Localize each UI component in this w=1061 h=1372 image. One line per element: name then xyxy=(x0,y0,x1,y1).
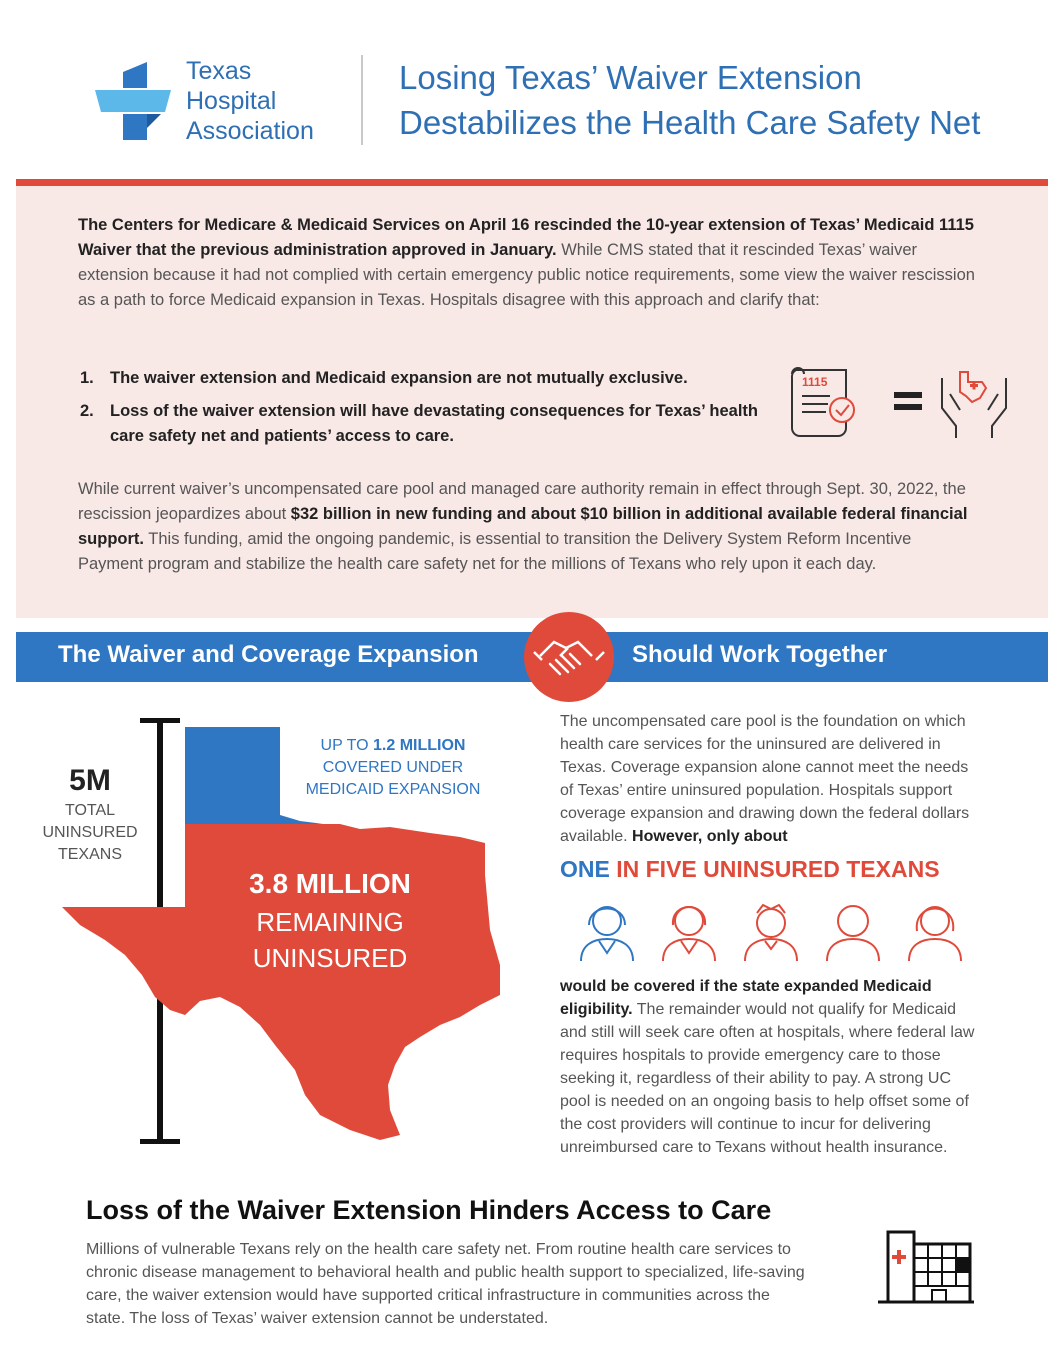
remaining-uninsured-label xyxy=(220,904,440,976)
one-in-five-one: ONE xyxy=(560,856,610,882)
person-icon xyxy=(581,907,633,961)
one-in-five-rest: IN FIVE UNINSURED TEXANS xyxy=(609,856,940,882)
hospital-building-icon xyxy=(876,1226,976,1306)
point-text: The waiver extension and Medicaid expansion are not mutually exclusive. xyxy=(110,369,688,387)
uc-pool-text: The uncompensated care pool is the foundation on which health care services for the uninsured are delivered in Texas. Coverage expansion alone cannot meet the needs of Texas’ entire uninsured population. Hospitals support coverage expansion and drawing down the federal dollars available. xyxy=(560,713,970,845)
waiver-document-icon xyxy=(792,368,854,436)
banner-title-right: Should Work Together xyxy=(632,641,888,668)
uc-pool-bold: However, only about xyxy=(632,828,788,845)
person-icon xyxy=(827,906,879,961)
expansion-prefix: UP TO xyxy=(320,737,373,754)
points-list xyxy=(80,366,780,457)
total-label-line: TOTAL xyxy=(64,802,116,819)
list-item xyxy=(80,366,780,391)
expansion-amount: 1.2 MILLION xyxy=(373,737,466,754)
header xyxy=(0,0,1061,180)
document-title-line: Destabilizes the Health Care Safety Net xyxy=(399,104,981,141)
remaining-label-line: UNINSURED xyxy=(252,943,408,973)
one-in-five-headline xyxy=(560,856,940,883)
handshake-icon xyxy=(524,612,614,702)
remaining-label-line: REMAINING xyxy=(256,907,404,937)
funding-paragraph xyxy=(78,477,978,577)
equals-icon xyxy=(894,392,922,410)
waiver-equation-graphic xyxy=(788,364,1008,444)
scale-cap-top xyxy=(140,718,180,723)
point-number: 2. xyxy=(80,402,94,420)
banner-title-left: The Waiver and Coverage Expansion xyxy=(58,641,479,668)
total-uninsured-number: 5M xyxy=(69,764,111,797)
document-title xyxy=(399,55,980,145)
intro-section xyxy=(16,186,1048,618)
uc-pool-paragraph xyxy=(560,710,985,848)
intro-lead: The Centers for Medicare & Medicaid Services on April 16 rescinded the 10-year extension of Texas’ Medicaid 1115 Waiver that the previous administration approved in January. xyxy=(78,216,974,259)
coverage-bold: would be covered if the state expanded Medicaid eligibility. xyxy=(560,978,932,1018)
intro-paragraph xyxy=(78,213,978,313)
person-icon xyxy=(745,905,797,961)
expansion-line xyxy=(298,735,488,757)
expansion-line: COVERED UNDER xyxy=(322,759,464,776)
org-name-line: Hospital xyxy=(186,87,277,115)
document-title-line: Losing Texas’ Waiver Extension xyxy=(399,59,862,96)
people-icons xyxy=(575,895,985,965)
funding-text-rest: This funding, amid the ongoing pandemic, is essential to transition the Delivery System Reform Incentive Payment program and stabilize the health care safety net for the millions of Texans who rely upon it each day. xyxy=(78,530,912,573)
expansion-line: MEDICAID EXPANSION xyxy=(305,781,481,798)
person-icon xyxy=(663,907,715,961)
point-number: 1. xyxy=(80,369,94,387)
point-text: Loss of the waiver extension will have devastating consequences for Texas’ health care safety net and patients’ access to care. xyxy=(110,402,758,445)
org-name-line: Texas xyxy=(186,57,252,85)
person-icon xyxy=(909,907,961,961)
funding-text: While current waiver’s uncompensated care pool and managed care authority remain in effect through Sept. 30, 2022, the rescission jeopardizes about xyxy=(78,480,966,523)
list-item xyxy=(80,399,780,449)
intro-rest: While CMS stated that it rescinded Texas’ waiver extension because it had not complied with certain emergency public notice requirements, some view the waiver rescission as a path to force Medicaid expansion in Texas. Hospitals disagree with this approach and clarify that: xyxy=(78,241,975,309)
total-label-line: TEXANS xyxy=(57,846,122,863)
red-rule xyxy=(16,179,1048,186)
funding-amount: $32 billion in new funding and about $10 billion in additional available federal financial support. xyxy=(78,505,968,548)
coverage-paragraph xyxy=(560,975,985,1159)
hands-texas-icon xyxy=(942,372,1006,438)
header-divider xyxy=(361,55,363,145)
org-name-line: Association xyxy=(186,117,314,145)
org-name xyxy=(186,56,314,146)
section-body: Millions of vulnerable Texans rely on the health care safety net. From routine health care services to chronic disease management to behavioral health and public health support to specialized, life-saving care, the waiver extension would have supported critical infrastructure in communities across the state. The loss of Texas’ waiver extension cannot be understated. xyxy=(86,1241,805,1327)
remaining-uninsured-number: 3.8 MILLION xyxy=(249,868,411,899)
tha-logo-icon xyxy=(95,62,171,140)
coverage-text: The remainder would not qualify for Medicaid and still will seek care often at hospitals, where federal law requires hospitals to provide emergency care to those seeking it, regardless of their ability to pay. A strong UC pool is needed on an ongoing basis to help offset some of the cost providers will continue to incur for delivering unreimbursed care to Texans without health insurance. xyxy=(560,1001,975,1156)
section-heading: Loss of the Waiver Extension Hinders Access to Care xyxy=(86,1195,772,1225)
expansion-callout xyxy=(298,735,488,801)
total-label-line: UNINSURED xyxy=(42,824,138,841)
waiver-number: 1115 xyxy=(802,375,828,389)
